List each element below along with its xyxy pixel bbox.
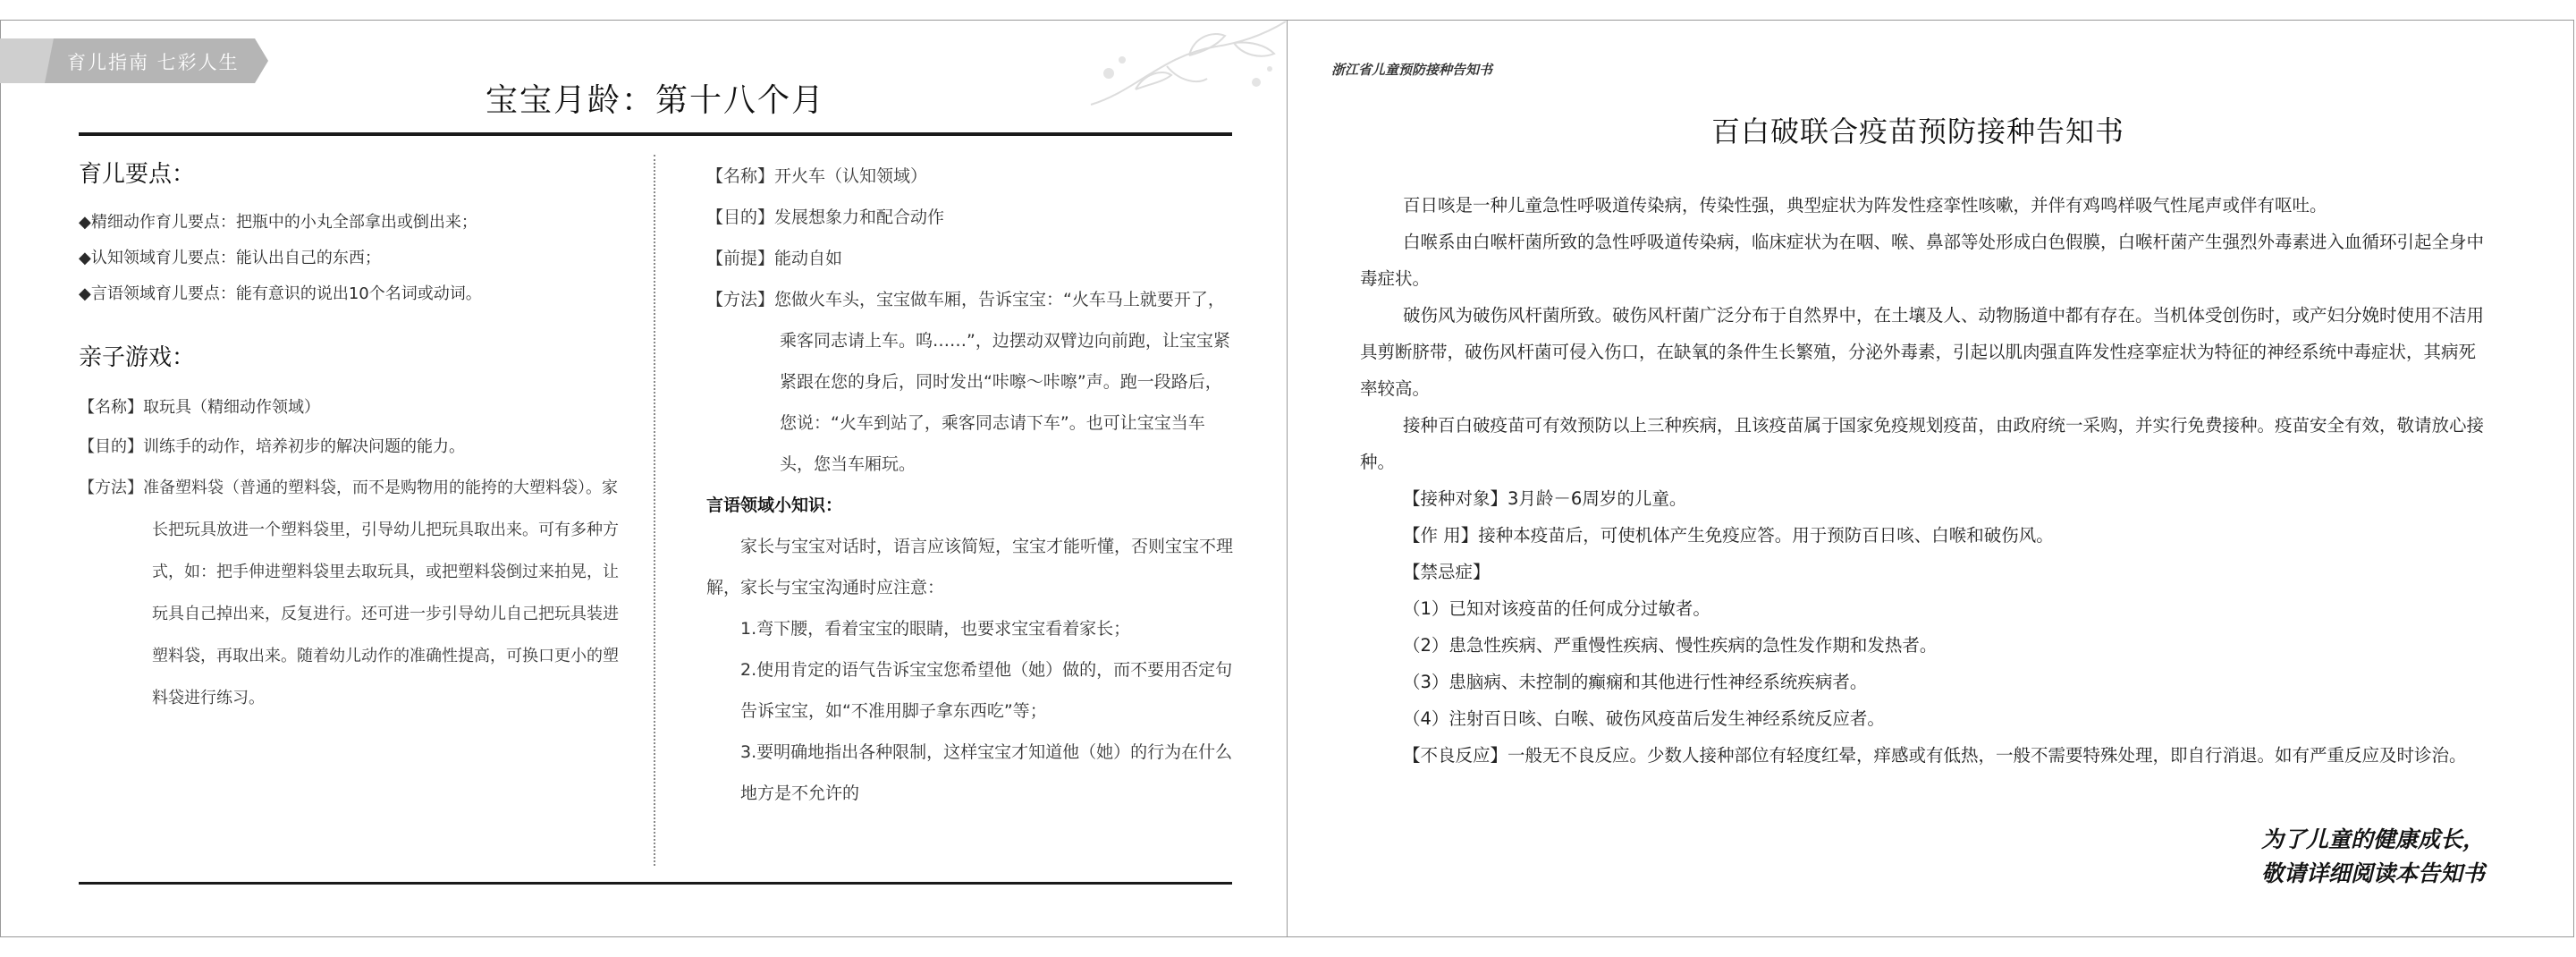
game2-purpose: 【目的】发展想象力和配合动作 — [706, 207, 945, 227]
closing-line: 为了儿童的健康成长， — [2260, 826, 2485, 852]
vaccination-target: 【接种对象】3月龄－6周岁的儿童。 — [1403, 488, 1687, 509]
contraindications-heading: 【禁忌症】 — [1403, 562, 1491, 582]
notice-paragraph: 百日咳是一种儿童急性呼吸道传染病，传染性强，典型症状为阵发性痉挛性咳嗽，并伴有鸡鸣样吸气性尾声或伴有呕吐。 — [1403, 195, 2327, 216]
notice-header: 浙江省儿童预防接种告知书 — [1331, 62, 1493, 78]
game-name: 【名称】取玩具（精细动作领域） — [79, 398, 320, 417]
title-rule — [79, 132, 1232, 136]
notice-paragraph: 破伤风为破伤风杆菌所致。破伤风杆菌广泛分布于自然界中，在土壤及人、动物肠道中都有存在。当机体受创伤时，或产妇分娩时使用不洁用具剪断脐带，破伤风杆菌可侵入伤口，在缺氧的条件生长繁殖，分泌外毒素，引起以肌肉强直阵发性痉挛症状为特征的神经系统中毒症状，其病死率较高。 — [1360, 305, 2485, 399]
language-tip-item: 3.要明确地指出各种限制，这样宝宝才知道他（她）的行为在什么地方是不允许的 — [740, 742, 1233, 803]
game2-premise: 【前提】能动自如 — [706, 249, 843, 268]
notice-paragraph: 接种百白破疫苗可有效预防以上三种疾病，且该疫苗属于国家免疫规划疫苗，由政府统一采购，并实行免费接种。疫苗安全有效，敬请放心接种。 — [1360, 415, 2485, 472]
tab-label: 育儿指南 七彩人生 — [67, 52, 240, 73]
bottom-rule — [79, 882, 1232, 885]
right-column — [706, 156, 1234, 814]
notice-title: 百白破联合疫苗预防接种告知书 — [1710, 114, 2124, 148]
contraindication-item: （2）患急性疾病、严重慢性疾病、慢性疾病的急性发作期和发热者。 — [1403, 635, 1938, 656]
contraindication-item: （4）注射百日咳、白喉、破伤风疫苗后发生神经系统反应者。 — [1403, 708, 1885, 729]
game2-method: 【方法】您做火车头，宝宝做车厢，告诉宝宝：“火车马上就要开了，乘客同志请上车。呜……”，边摆动双臂边向前跑，让宝宝紧紧跟在您的身后，同时发出“咔嚓～咔嚓”声。跑一段路后，您说：“火车到站了，乘客同志请下车”。也可让宝宝当车头，您当车厢玩。 — [706, 290, 1230, 474]
notice-paragraph: 白喉系由白喉杆菌所致的急性呼吸道传染病，临床症状为在咽、喉、鼻部等处形成白色假膜，白喉杆菌产生强烈外毒素进入血循环引起全身中毒症状。 — [1360, 232, 2485, 289]
game-purpose: 【目的】训练手的动作，培养初步的解决问题的能力。 — [79, 437, 465, 456]
page-spine — [1287, 20, 1288, 937]
vaccine-effect: 【作 用】接种本疫苗后，可使机体产生免疫应答。用于预防百日咳、白喉和破伤风。 — [1403, 525, 2054, 546]
contraindication-item: （3）患脑病、未控制的癫痫和其他进行性神经系统疾病者。 — [1403, 672, 1868, 692]
closing-note — [2261, 823, 2485, 891]
language-tips-heading: 言语领域小知识： — [706, 495, 843, 515]
game2-name: 【名称】开火车（认知领域） — [706, 166, 928, 186]
column-divider — [654, 155, 655, 866]
language-tip-item: 2.使用肯定的语气告诉宝宝您希望他（她）做的，而不要用否定句告诉宝宝，如“不准用脚子拿东西吃”等； — [740, 660, 1233, 721]
key-point-item: ◆精细动作育儿要点：把瓶中的小丸全部拿出或倒出来； — [79, 213, 477, 232]
contraindication-item: （1）已知对该疫苗的任何成分过敏者。 — [1403, 598, 1710, 619]
closing-line: 敬请详细阅读本告知书 — [2260, 860, 2485, 886]
language-tips-intro: 家长与宝宝对话时，语言应该简短，宝宝才能听懂，否则宝宝不理解，家长与宝宝沟通时应注意： — [706, 537, 1234, 597]
page-title: 宝宝月龄：第十八个月 — [485, 82, 825, 119]
key-points-heading: 育儿要点： — [79, 161, 196, 188]
key-point-item: ◆认知领域育儿要点：能认出自己的东西； — [79, 249, 381, 267]
key-point-item: ◆言语领域育儿要点：能有意识的说出10个名词或动词。 — [79, 284, 482, 303]
game-method: 【方法】准备塑料袋（普通的塑料袋，而不是购物用的能挎的大塑料袋）。家长把玩具放进一个塑料袋里，引导幼儿把玩具取出来。可有多种方式，如：把手伸进塑料袋里去取玩具，或把塑料袋倒过来拍晃，让玩具自己掉出来，反复进行。还可进一步引导幼儿自己把玩具装进塑料袋，再取出来。随着幼儿动作的准确性提高，可换口更小的塑料袋进行练习。 — [79, 478, 619, 707]
notice-body — [1360, 187, 2487, 774]
adverse-reactions: 【不良反应】一般无不良反应。少数人接种部位有轻度红晕，痒感或有低热，一般不需要特殊处理，即自行消退。如有严重反应及时诊治。 — [1403, 745, 2467, 766]
language-tip-item: 1.弯下腰，看着宝宝的眼睛，也要求宝宝看着家长； — [740, 619, 1131, 639]
games-heading: 亲子游戏： — [79, 344, 196, 371]
left-column — [79, 156, 624, 719]
